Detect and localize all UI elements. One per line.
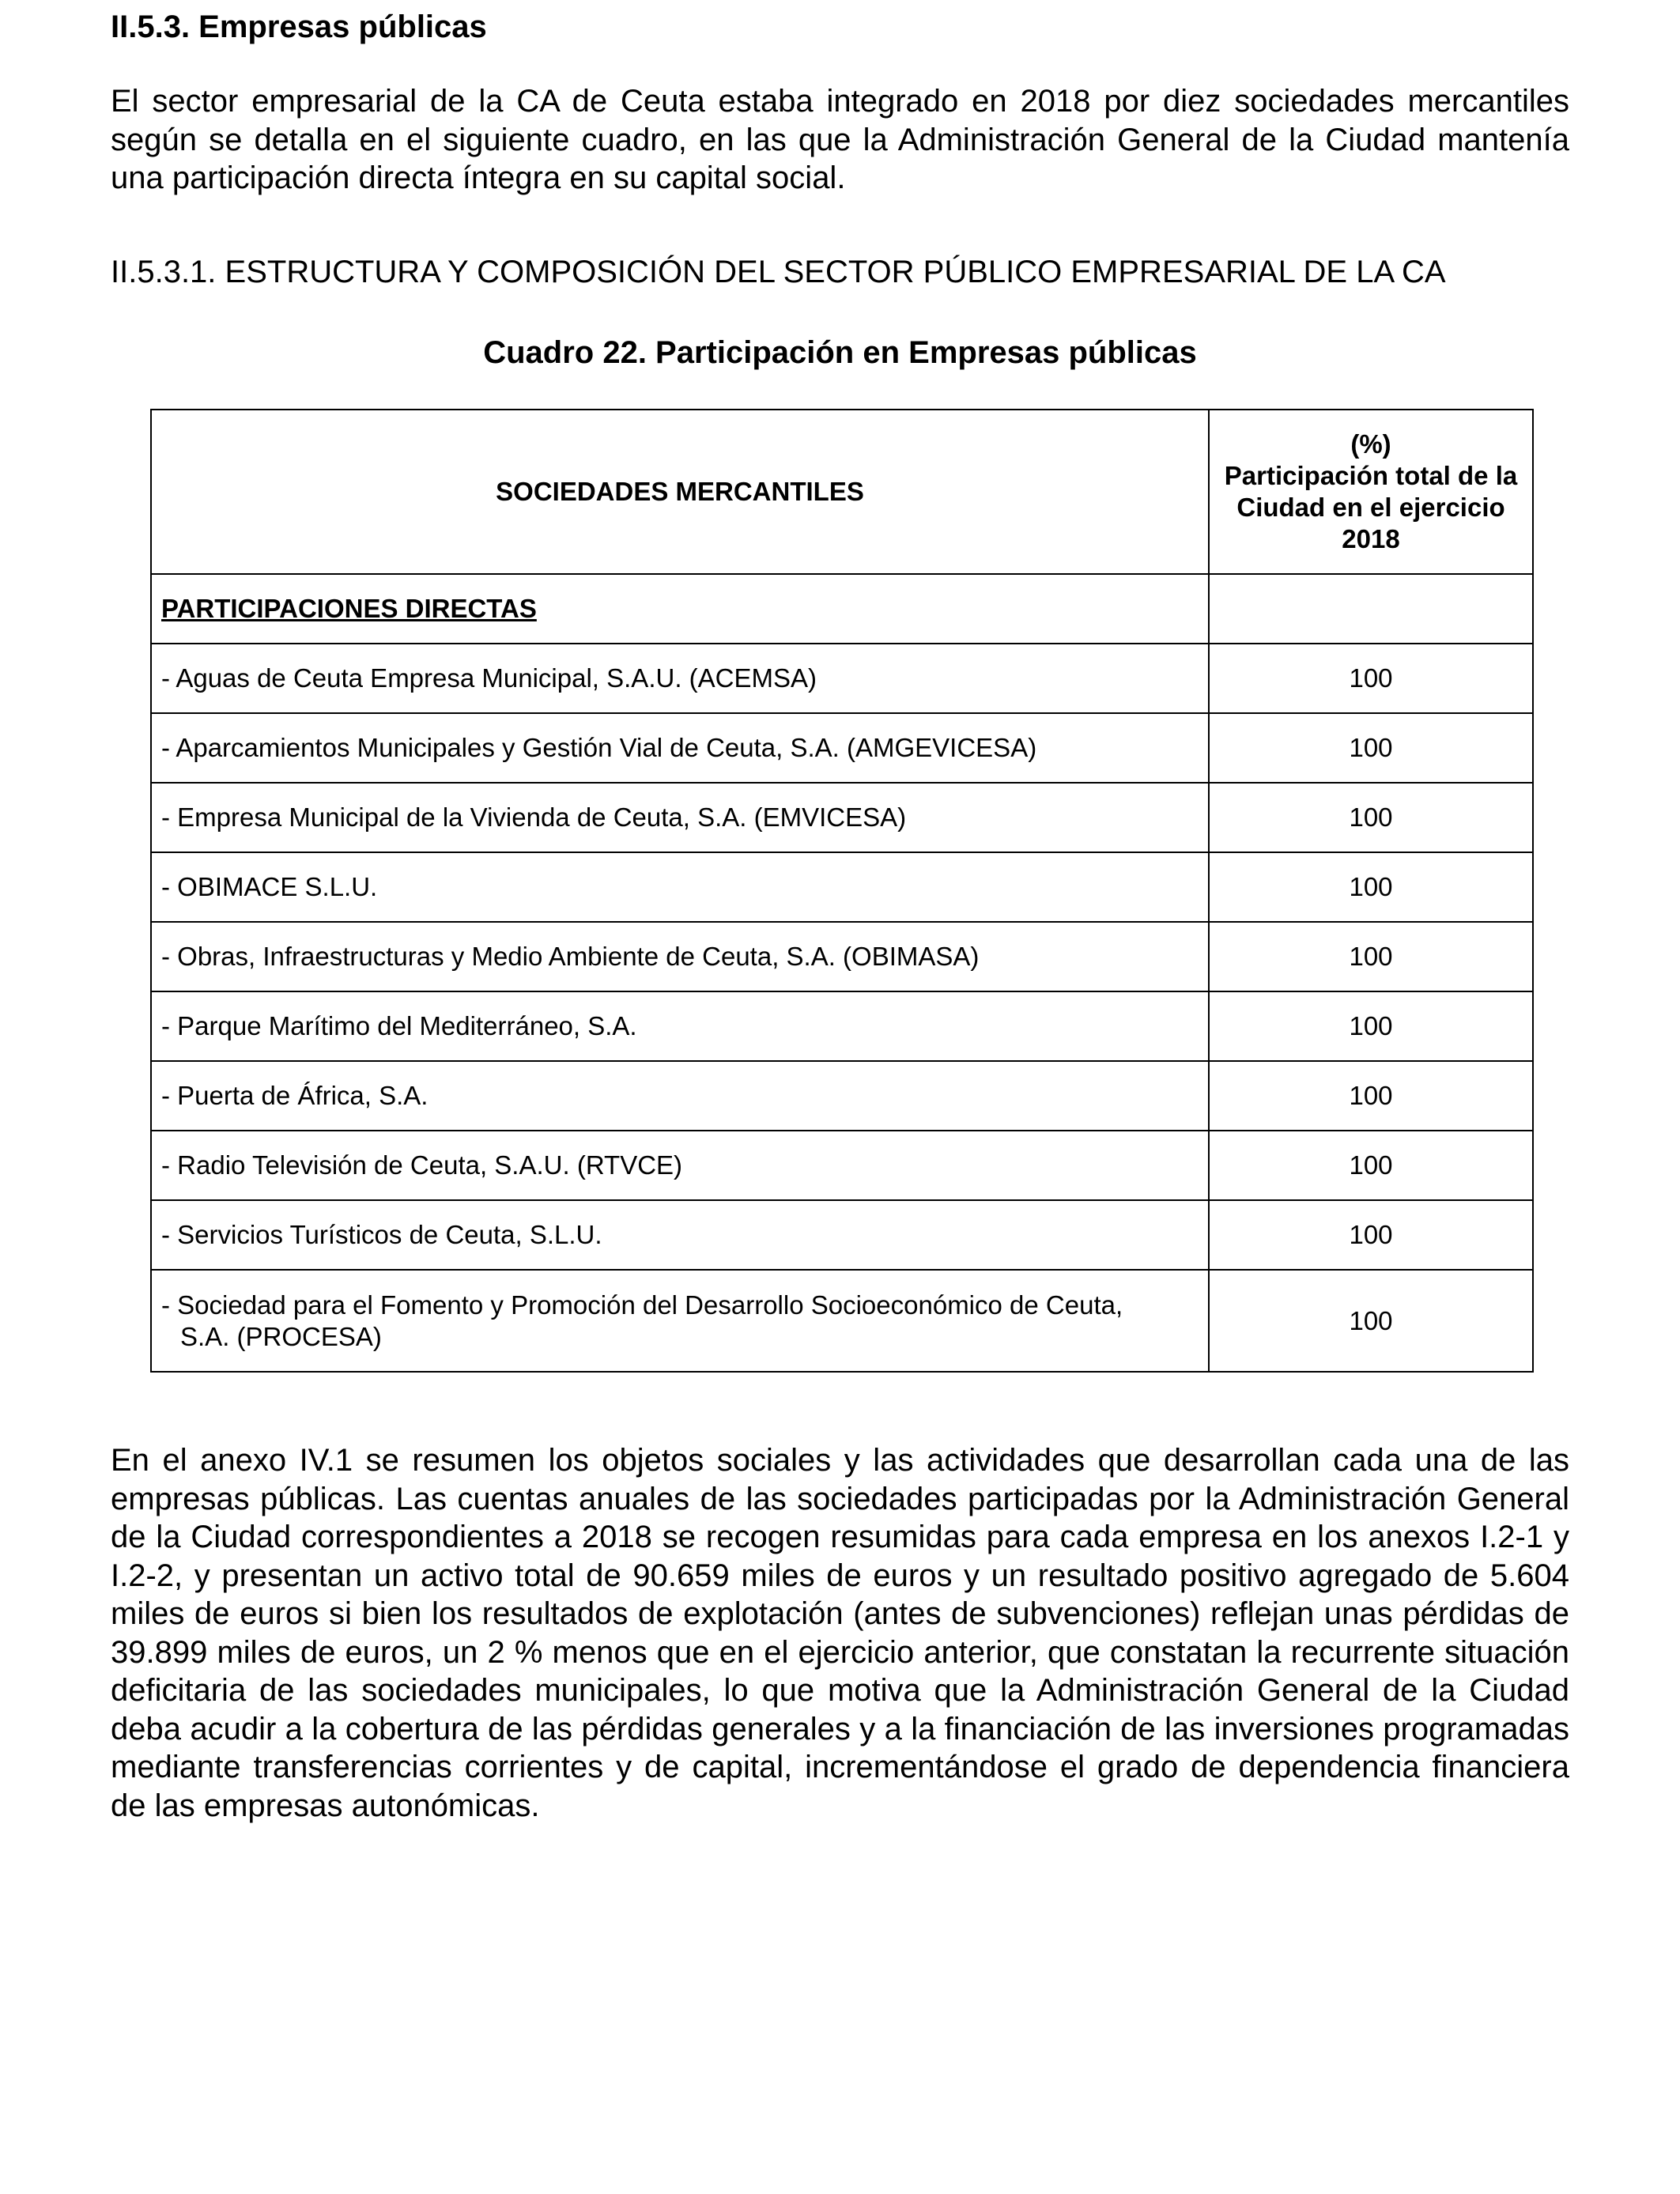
subsection-heading: II.5.3.1. ESTRUCTURA Y COMPOSICIÓN DEL SECTOR PÚBLICO EMPRESARIAL DE LA CA — [111, 255, 1446, 289]
group-row — [151, 574, 1533, 644]
participation-value: 100 — [1209, 783, 1533, 852]
company-name: - Radio Televisión de Ceuta, S.A.U. (RTVCE) — [151, 1131, 1209, 1200]
company-name: - Aguas de Ceuta Empresa Municipal, S.A.U. (ACEMSA) — [151, 644, 1209, 713]
table-row — [151, 644, 1533, 713]
header-participation-label: Participación total de la Ciudad en el ejercicio 2018 — [1224, 461, 1518, 553]
company-name: - Empresa Municipal de la Vivienda de Ceuta, S.A. (EMVICESA) — [151, 783, 1209, 852]
participation-value: 100 — [1209, 922, 1533, 991]
participation-value: 100 — [1209, 1061, 1533, 1131]
closing-paragraph: En el anexo IV.1 se resumen los objetos sociales y las actividades que desarrollan cada una de las empresas públicas. Las cuentas anuales de las sociedades participadas por la Administración General de la Ciudad correspondientes a 2018 se recogen resumidas para cada empresa en los anexos I.2-1 y I.2-2, y presentan un activo total de 90.659 miles de euros y un resultado positivo agregado de 5.604 miles de euros si bien los resultados de explotación (antes de subvenciones) reflejan unas pérdidas de 39.899 miles de euros, un 2 % menos que en el ejercicio anterior, que constatan la recurrente situación deficitaria de las sociedades municipales, lo que motiva que la Administración General de la Ciudad deba acudir a la cobertura de las pérdidas generales y a la financiación de las inversiones programadas mediante transferencias corrientes y de capital, incrementándose el grado de dependencia financiera de las empresas autonómicas. — [111, 1443, 1569, 1823]
company-name-line1: - Sociedad para el Fomento y Promoción del Desarrollo Socioeconómico de Ceuta, — [161, 1290, 1123, 1320]
participation-value: 100 — [1209, 1131, 1533, 1200]
participation-value: 100 — [1209, 644, 1533, 713]
company-name: - Obras, Infraestructuras y Medio Ambiente de Ceuta, S.A. (OBIMASA) — [151, 922, 1209, 991]
table-body — [151, 574, 1533, 1372]
participation-value: 100 — [1209, 1200, 1533, 1270]
table-row — [151, 713, 1533, 783]
company-name-line2: S.A. (PROCESA) — [180, 1321, 382, 1351]
table-row — [151, 783, 1533, 852]
company-name: - OBIMACE S.L.U. — [151, 852, 1209, 922]
company-name: - Aparcamientos Municipales y Gestión Vial de Ceuta, S.A. (AMGEVICESA) — [151, 713, 1209, 783]
header-participation — [1209, 410, 1533, 574]
table-row — [151, 922, 1533, 991]
header-participation-unit: (%) — [1350, 429, 1391, 459]
company-name — [151, 1270, 1209, 1372]
table-caption: Cuadro 22. Participación en Empresas públicas — [483, 335, 1197, 370]
company-name: - Puerta de África, S.A. — [151, 1061, 1209, 1131]
company-name: - Parque Marítimo del Mediterráneo, S.A. — [151, 991, 1209, 1061]
table-row — [151, 1200, 1533, 1270]
table-row — [151, 852, 1533, 922]
table-row — [151, 1270, 1533, 1372]
participation-value: 100 — [1209, 991, 1533, 1061]
section-heading: II.5.3. Empresas públicas — [111, 9, 487, 44]
table-row — [151, 1061, 1533, 1131]
intro-paragraph: El sector empresarial de la CA de Ceuta estaba integrado en 2018 por diez sociedades mercantiles según se detalla en el siguiente cuadro, en las que la Administración General de la Ciudad mantenía una participación directa íntegra en su capital social. — [111, 84, 1569, 195]
group-empty-cell — [1209, 574, 1533, 644]
company-name: - Servicios Turísticos de Ceuta, S.L.U. — [151, 1200, 1209, 1270]
table-row — [151, 1131, 1533, 1200]
header-companies: SOCIEDADES MERCANTILES — [151, 410, 1209, 574]
table-row — [151, 991, 1533, 1061]
participation-value: 100 — [1209, 852, 1533, 922]
table-header-row — [151, 410, 1533, 574]
participation-value: 100 — [1209, 713, 1533, 783]
participation-value: 100 — [1209, 1270, 1533, 1372]
group-label: PARTICIPACIONES DIRECTAS — [151, 574, 1209, 644]
holdings-table — [150, 409, 1534, 1373]
